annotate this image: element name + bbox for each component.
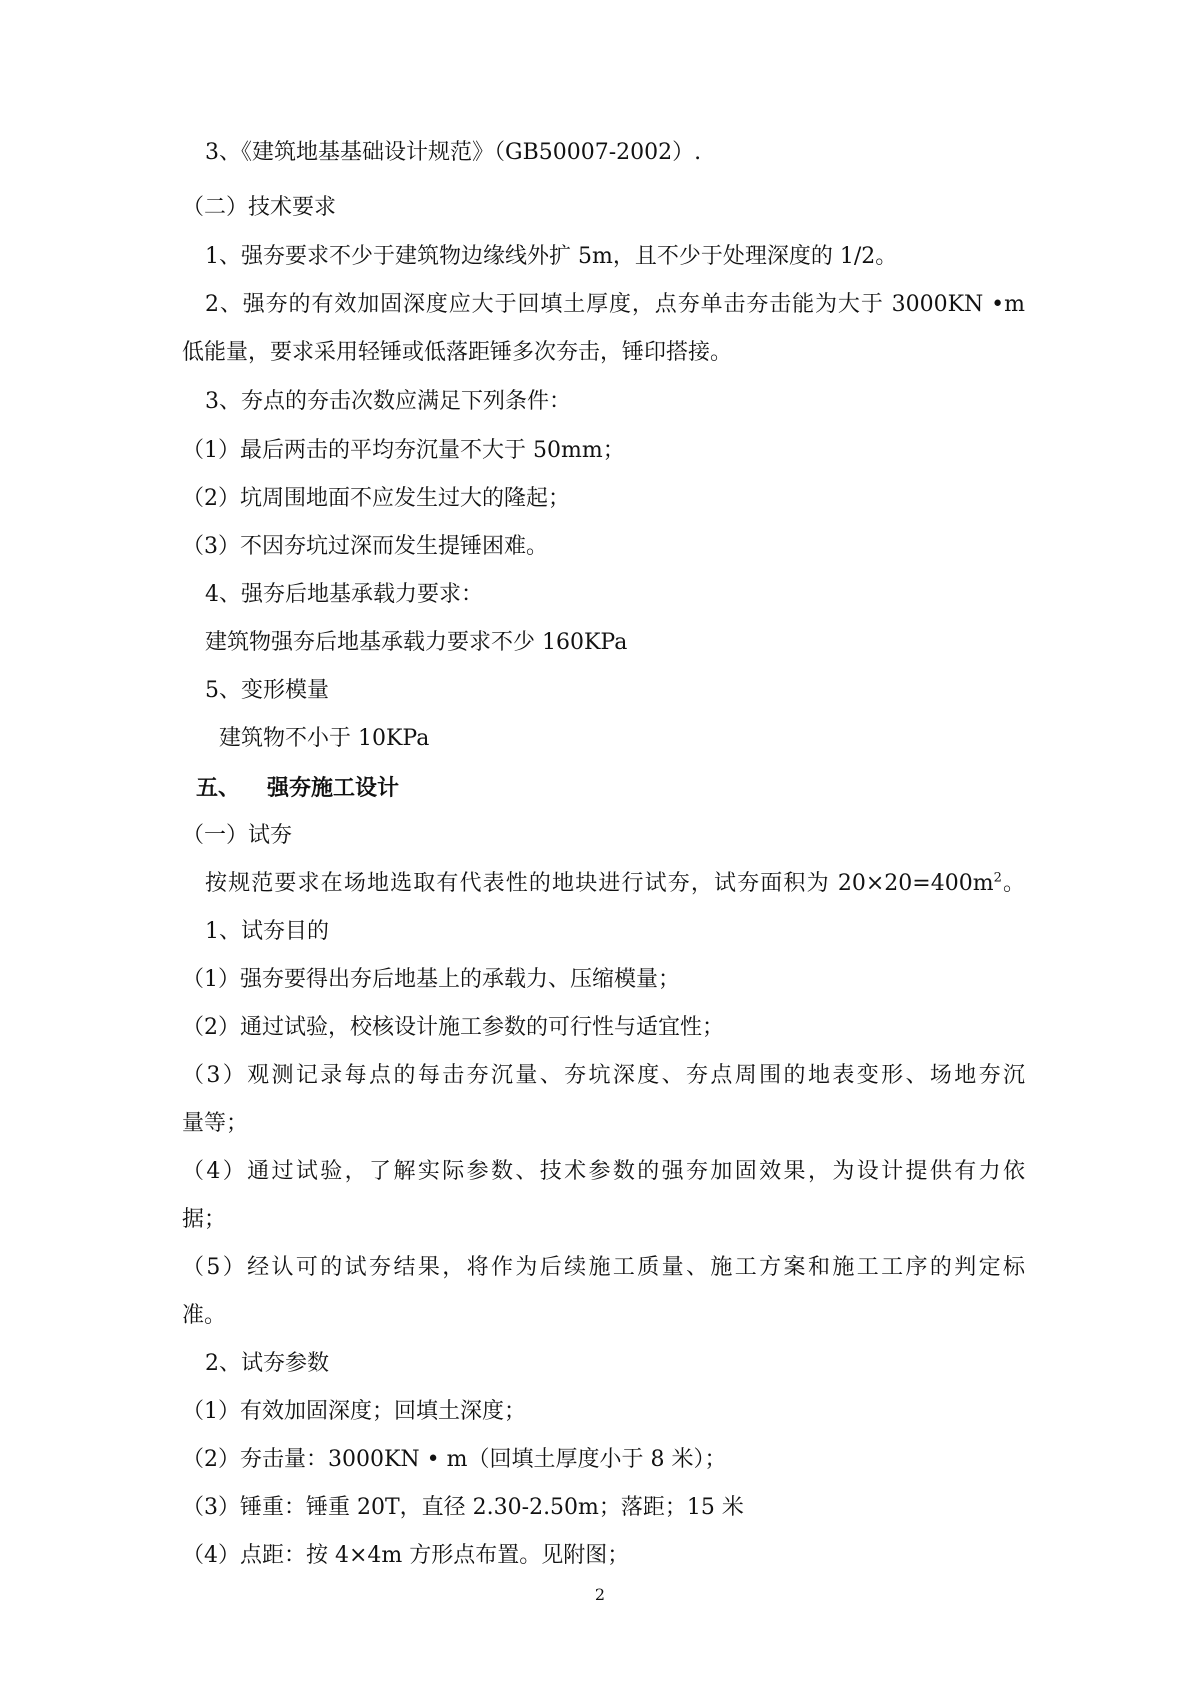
deformation-modulus-text: 建筑物不小于 10KPa <box>219 726 430 751</box>
parameter-3: （3）锤重：锤重 20T，直径 2.30-2.50m；落距；15 米 <box>182 1495 744 1520</box>
purpose-4-line-1: （4）通过试验，了解实际参数、技术参数的强夯加固效果，为设计提供有力依 <box>182 1159 1025 1184</box>
page-number: 2 <box>594 1585 606 1604</box>
requirement-1: 1、强夯要求不少于建筑物边缘线外扩 5m，且不少于处理深度的 1/2。 <box>205 244 898 269</box>
trial-area-text-main: 按规范要求在场地选取有代表性的地块进行试夯，试夯面积为 20×20=400m <box>205 871 994 896</box>
purpose-1: （1）强夯要得出夯后地基上的承载力、压缩模量； <box>182 967 680 992</box>
purpose-5-line-1: （5）经认可的试夯结果，将作为后续施工质量、施工方案和施工工序的判定标 <box>182 1255 1025 1280</box>
requirement-3: 3、夯点的夯击次数应满足下列条件： <box>205 389 571 414</box>
purpose-2: （2）通过试验，校核设计施工参数的可行性与适宜性； <box>182 1015 724 1040</box>
parameter-1: （1）有效加固深度；回填土深度； <box>182 1399 526 1424</box>
purpose-3-line-1: （3）观测记录每点的每击夯沉量、夯坑深度、夯点周围的地表变形、场地夯沉 <box>182 1063 1025 1088</box>
purpose-3-line-2: 量等； <box>182 1111 249 1136</box>
reference-item-3: 3、《建筑地基基础设计规范》（GB50007-2002）. <box>205 140 702 165</box>
trial-area-text-end: 。 <box>1001 871 1025 896</box>
parameter-2: （2）夯击量：3000KN • m（回填土厚度小于 8 米）； <box>182 1447 727 1472</box>
section-heading-number: 五、 <box>196 775 241 801</box>
condition-3: （3）不因夯坑过深而发生提锤困难。 <box>182 534 548 559</box>
bearing-capacity-text: 建筑物强夯后地基承载力要求不少 160KPa <box>205 630 628 655</box>
purpose-4-line-2: 据； <box>182 1207 227 1232</box>
purpose-5-line-2: 准。 <box>182 1303 227 1328</box>
requirement-2-line-1: 2、强夯的有效加固深度应大于回填土厚度，点夯单击夯击能为大于 3000KN •m <box>205 292 1025 317</box>
requirement-5: 5、变形模量 <box>205 678 329 703</box>
superscript-2: 2 <box>993 870 1002 886</box>
trial-purpose-heading: 1、试夯目的 <box>205 919 329 944</box>
section-heading-title: 强夯施工设计 <box>267 775 400 801</box>
parameter-4: （4）点距：按 4×4m 方形点布置。见附图； <box>182 1543 630 1568</box>
condition-1: （1）最后两击的平均夯沉量不大于 50mm； <box>182 438 625 463</box>
requirement-4: 4、强夯后地基承载力要求： <box>205 582 483 607</box>
subsection-trial-tamping: （一）试夯 <box>182 823 293 848</box>
condition-2: （2）坑周围地面不应发生过大的隆起； <box>182 486 570 511</box>
requirement-2-line-2: 低能量，要求采用轻锤或低落距锤多次夯击，锤印搭接。 <box>182 340 733 365</box>
trial-parameters-heading: 2、试夯参数 <box>205 1351 329 1376</box>
section-technical-requirements: （二）技术要求 <box>182 195 337 220</box>
trial-area-text <box>205 869 1025 899</box>
